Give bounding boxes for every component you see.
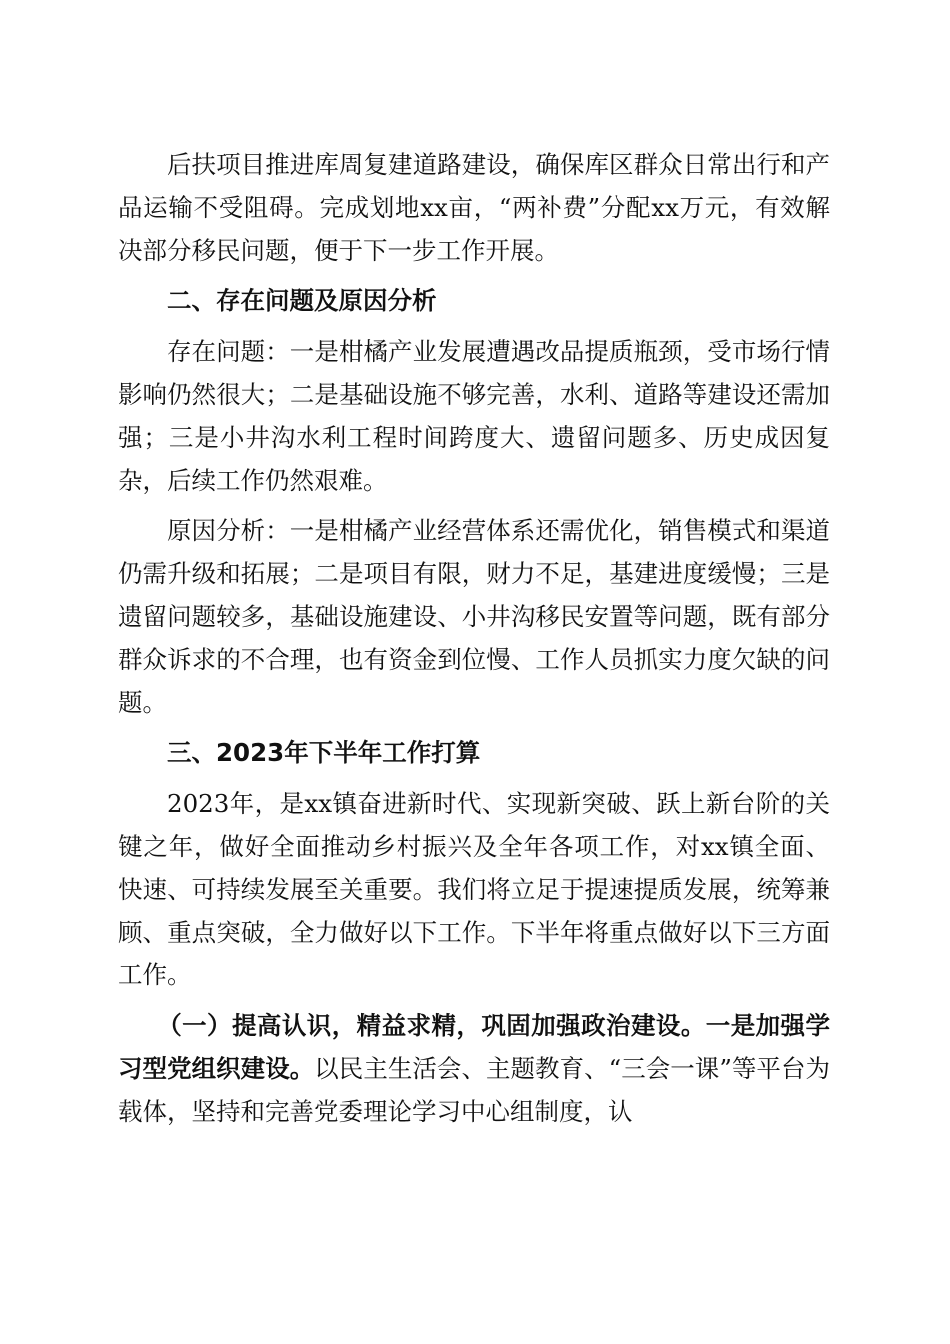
document-body	[118, 144, 830, 1134]
paragraph-resettlement-roads: 后扶项目推进库周复建道路建设，确保库区群众日常出行和产品运输不受阻碍。完成划地xx亩，“两补费”分配xx万元，有效解决部分移民问题，便于下一步工作开展。	[118, 150, 830, 265]
paragraph-continuation-text: 以民主生活会、主题教育、“三会一课”等平台为载体，坚持和完善党委理论学习中心组制度，认	[118, 1053, 830, 1126]
section-heading-plan-2023: 三、2023年下半年工作打算	[167, 738, 481, 768]
paragraph-plan-intro: 2023年，是xx镇奋进新时代、实现新突破、跃上新台阶的关键之年，做好全面推动乡村振兴及全年各项工作，对xx镇全面、快速、可持续发展至关重要。我们将立足于提速提质发展，统筹兼顾、重点突破，全力做好以下工作。下半年将重点做好以下三方面工作。	[118, 789, 830, 990]
bold-lead-text: （一）提高认识，精益求精，巩固加强政治建设。一是加强学习型党组织建设。	[118, 1011, 830, 1083]
paragraph-existing-problems: 存在问题：一是柑橘产业发展遭遇改品提质瓶颈，受市场行情影响仍然很大；二是基础设施不够完善，水利、道路等建设还需加强；三是小井沟水利工程时间跨度大、遗留问题多、历史成因复杂，后续工作仍然艰难。	[118, 337, 830, 495]
paragraph-political-construction	[118, 1005, 830, 1133]
section-heading-problems: 二、存在问题及原因分析	[167, 286, 437, 316]
paragraph-cause-analysis: 原因分析：一是柑橘产业经营体系还需优化，销售模式和渠道仍需升级和拓展；二是项目有限，财力不足，基建进度缓慢；三是遗留问题较多，基础设施建设、小井沟移民安置等问题，既有部分群众诉求的不合理，也有资金到位慢、工作人员抓实力度欠缺的问题。	[118, 516, 830, 717]
